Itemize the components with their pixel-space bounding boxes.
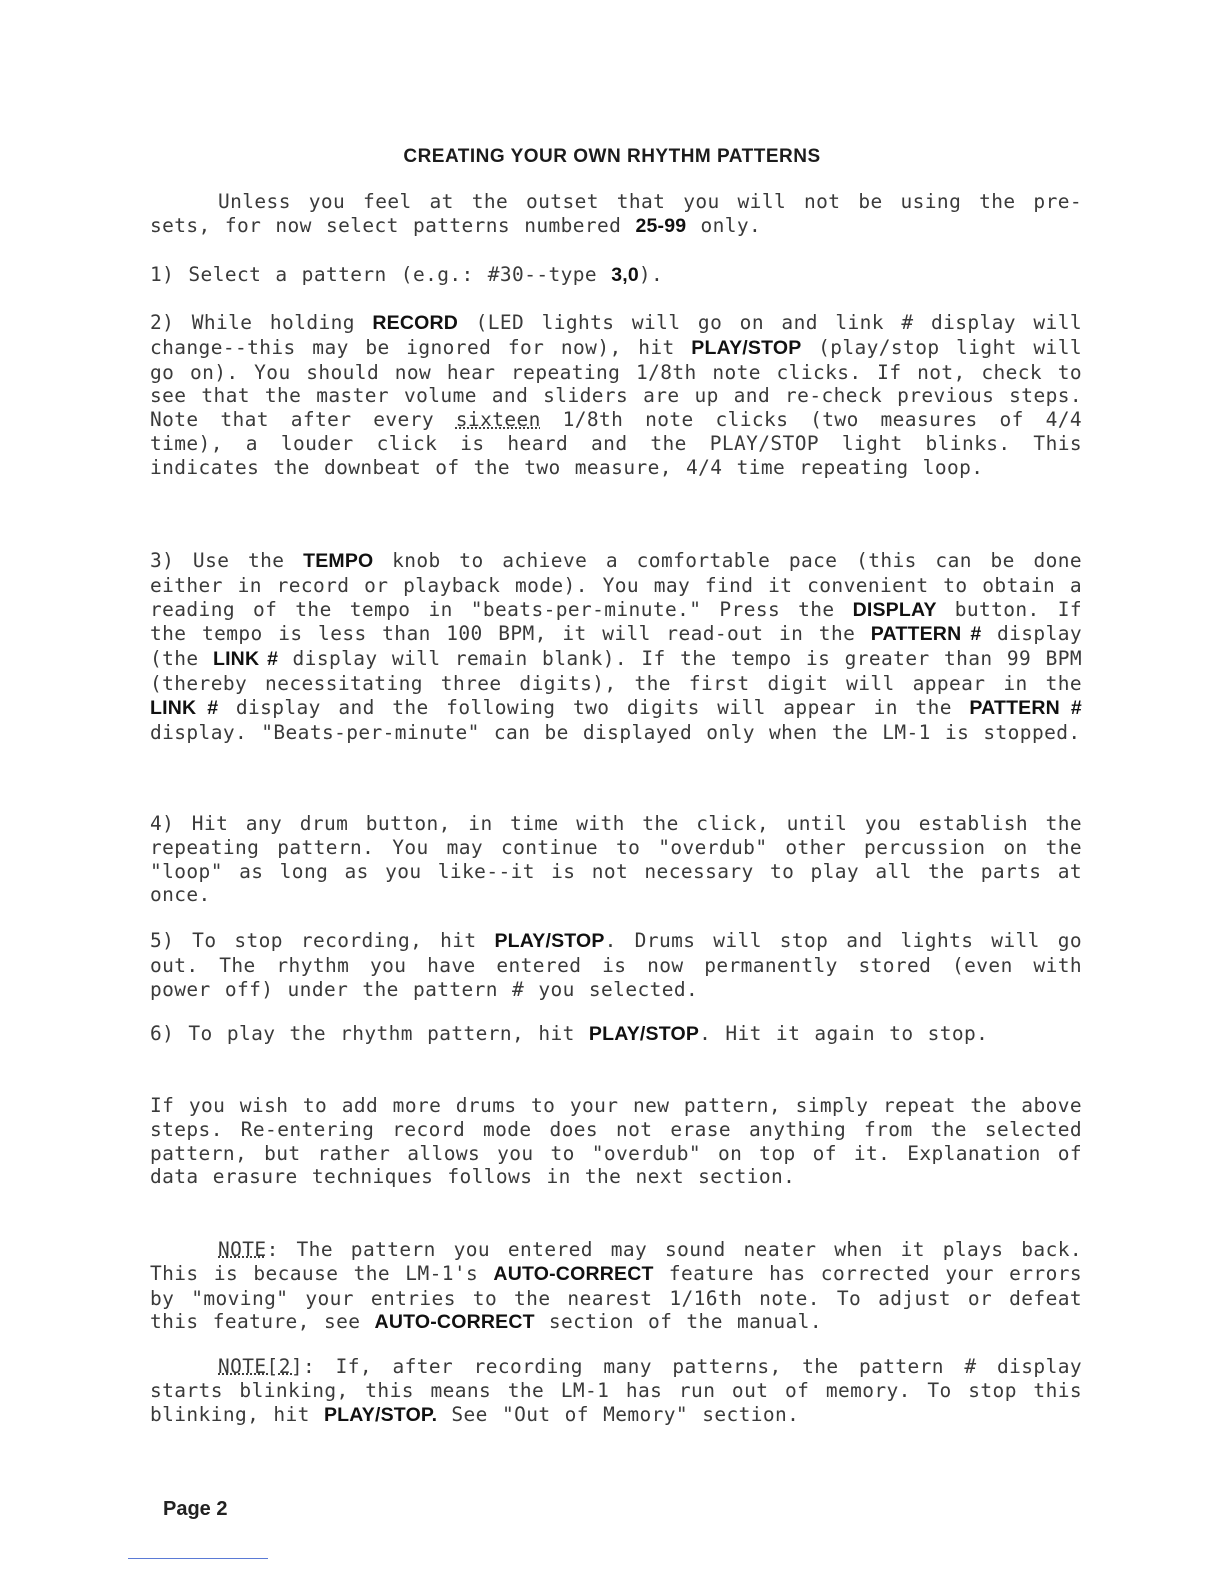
pattern-range: 25-99 <box>635 214 687 237</box>
record-button-ref: RECORD <box>372 312 459 334</box>
link-display-ref-2: LINK # <box>150 696 219 719</box>
step-1-text: 1) Select a pattern (e.g.: #30--type <box>150 263 612 286</box>
play-stop-ref: PLAY/STOP <box>691 336 802 359</box>
note-2-text-2: See "Out of Memory" section. <box>437 1402 800 1426</box>
display-button-ref: DISPLAY <box>852 598 937 621</box>
note-1 <box>150 1238 1082 1335</box>
step-3-text-6: display and the following two digits will appear in the <box>218 695 970 719</box>
step-5 <box>150 929 1082 1001</box>
auto-correct-ref: AUTO-CORRECT <box>493 1262 654 1285</box>
step-2-text-3: (play/stop light will go on). You should now hear repeating 1/8th note clicks. If not, check to see that the master volume and sliders are up and re-check previous steps. Note that after every <box>150 335 1082 432</box>
step-3-text-5: display will remain blank). If the tempo is greater than 99 BPM (thereby necessitating three digits), the first digit will appear in the <box>150 647 1082 695</box>
tempo-knob-ref: TEMPO <box>303 550 374 572</box>
play-stop-ref-4: PLAY/STOP. <box>323 1403 438 1426</box>
step-6-text-2: . Hit it again to stop. <box>699 1022 989 1045</box>
pattern-display-ref-2: PATTERN # <box>969 696 1082 719</box>
auto-correct-ref-2: AUTO-CORRECT <box>374 1311 535 1334</box>
add-more-paragraph <box>150 1094 1082 1189</box>
note-1-text-2: feature has corrected your errors by "moving" your entries to the nearest 1/16th note. To adjust or defeat this feature, see <box>150 1261 1082 1334</box>
step-1 <box>150 263 1082 288</box>
page-number: Page 2 <box>163 1498 228 1520</box>
note-2 <box>150 1355 1082 1427</box>
step-5-text-2: . Drums will stop and lights will go out. The rhythm you have entered is now permanently stored (even with power off) under the pattern # you selected. <box>150 929 1083 1001</box>
step-2-text: 2) While holding <box>150 311 373 334</box>
step-1-keys: 3,0 <box>611 264 639 286</box>
scan-edge-line <box>128 1558 268 1559</box>
step-5-text: 5) To stop recording, hit <box>150 929 495 952</box>
step-4-text: 4) Hit any drum button, in time with the click, until you establish the repeating pattern. You may continue to "overdub" other percussion on the "loop" as long as you like--it is not necessary to play all the parts at once. <box>150 812 1082 907</box>
step-3 <box>150 549 1082 744</box>
step-3-text-7: display. "Beats-per-minute" can be displayed only when the LM-1 is stopped. <box>150 720 1081 744</box>
intro-paragraph <box>150 190 1082 239</box>
link-display-ref: LINK # <box>212 648 279 671</box>
intro-text: Unless you feel at the outset that you will not be using the pre-sets, for now select patterns numbered <box>150 190 1082 237</box>
step-6-text: 6) To play the rhythm pattern, hit <box>150 1022 589 1045</box>
note-1-text: : The pattern you entered may sound neater when it plays back. This is because the LM-1's <box>150 1238 1082 1285</box>
note-2-label: NOTE[2] <box>218 1355 303 1378</box>
play-stop-ref-2: PLAY/STOP <box>494 930 605 952</box>
play-stop-ref-3: PLAY/STOP <box>588 1023 700 1045</box>
pattern-display-ref: PATTERN # <box>870 623 982 646</box>
add-more-text: If you wish to add more drums to your new pattern, simply repeat the above steps. Re-entering record mode does not erase anything from the selected pattern, but rather allows you to "overdub" on top of it. Explanation of data erasure techniques follows in the next section. <box>150 1094 1082 1189</box>
sixteen-underlined: sixteen <box>455 408 541 432</box>
step-3-text-4: display (the <box>150 622 1082 671</box>
step-6 <box>150 1022 1082 1047</box>
step-3-text-2: knob to achieve a comfortable pace (this can be done either in record or playback mode). You may find it convenient to obtain a reading of the tempo in "beats-per-minute." Press the <box>150 549 1083 621</box>
note-2-text: : If, after recording many patterns, the pattern # display starts blinking, this means the LM-1 has run out of memory. To stop this blinking, hit <box>150 1355 1082 1426</box>
step-2-text-2: (LED lights will go on and link # display will change--this may be ignored for now), hit <box>150 311 1082 359</box>
page-title: CREATING YOUR OWN RHYTHM PATTERNS <box>403 146 821 167</box>
step-2-text-4: 1/8th note clicks (two measures of 4/4 time), a louder click is heard and the PLAY/STOP light blinks. This indicates the downbeat of the two measure, 4/4 time repeating loop. <box>150 408 1082 479</box>
step-1-text-end: ). <box>638 263 664 286</box>
step-2 <box>150 311 1082 480</box>
step-3-text-3: button. If the tempo is less than 100 BPM, it will read-out in the <box>150 597 1082 646</box>
intro-text-end: only. <box>686 213 762 237</box>
note-1-text-3: section of the manual. <box>534 1310 822 1334</box>
note-label: NOTE <box>218 1238 267 1261</box>
step-4 <box>150 812 1082 907</box>
step-3-text: 3) Use the <box>150 549 304 572</box>
